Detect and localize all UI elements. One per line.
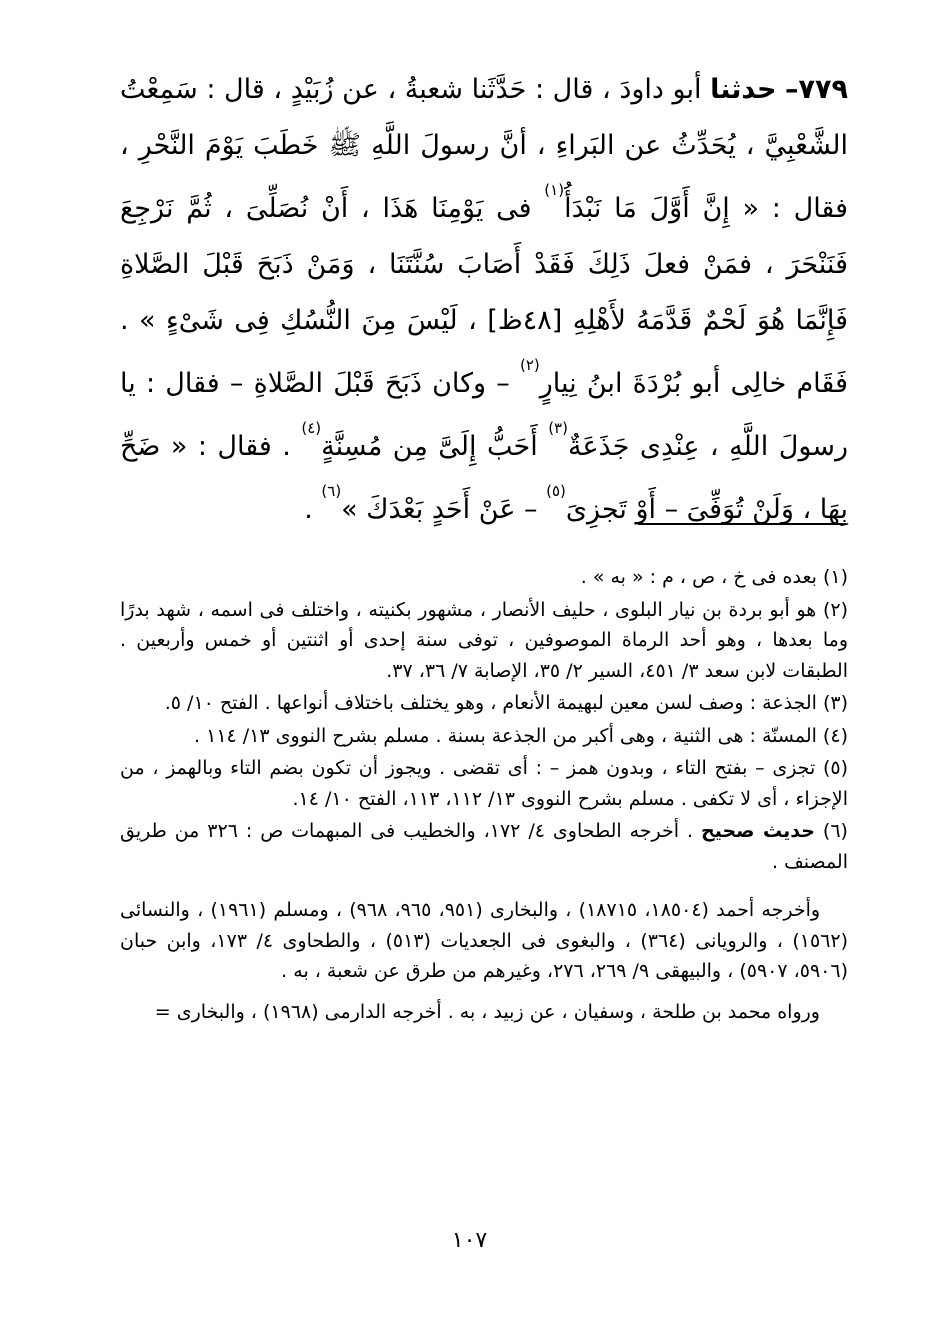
footnote-1: (١) بعده فى خ ، ص ، م : « به » .: [580, 566, 848, 588]
hadith-text: [120, 62, 848, 538]
takhrij-paragraph-2: ورواه محمد بن طلحة ، وسفيان ، عن زبيد ، به . أخرجه الدارمى (١٩٦٨) ، والبخارى =: [154, 1000, 820, 1023]
hadith-text-part-1: أبو داودَ ، قال : حَدَّثَنا شعبةُ ، عن زُبَيْدٍ ، قال : سَمِعْتُ الشَّعْبِيَّ ، يُحَدِّثُ عن البَراءِ ، أنَّ رسولَ اللَّهِ ﷺ خَطَبَ يَوْمَ النَّحْرِ ، فقال : « إِنَّ أَوَّلَ مَا نَبْدَأُ: [120, 74, 848, 224]
hadith-text-part-4: أَحَبُّ إِلَىَّ مِن مُسِنَّةٍ: [321, 431, 538, 462]
page-number: ١٠٧: [451, 1228, 488, 1253]
footnote-ref-1: (١): [544, 181, 565, 199]
footnote-6-number: (٦): [822, 820, 848, 842]
footnote-ref-5: (٥): [546, 482, 566, 500]
footnote-2: (٢) هو أبو بردة بن نيار البلوى ، حليف الأنصار ، مشهور بكنيته ، واختلف فى اسمه ، شهد بدرًا وما بعدها ، وهو أحد الرماة الموصوفين ، توفى سنة إحدى أو اثنتين أو خمس وأربعين . الطبقات لابن سعد ٣/ ٤٥١، السير ٢/ ٣٥، الإصابة ٧/ ٣٦، ٣٧.: [120, 598, 848, 682]
takhrij-paragraph-1: وأخرجه أحمد (١٨٥٠٤، ١٨٧١٥) ، والبخارى (٩٥١، ٩٦٥، ٩٦٨) ، ومسلم (١٩٦١) ، والنسائى (١٥٦٢) ، والرويانى (٣٦٤) ، والبغوى فى الجعديات (٥١٣) ، والطحاوى ٤/ ١٧٣، وابن حبان (٥٩٠٦، ٥٩٠٧) ، والبيهقى ٩/ ٢٦٩، ٢٧٦، وغيرهم من طرق عن شعبة ، به .: [120, 899, 849, 982]
footnote-ref-2: (٢): [519, 356, 540, 374]
hadith-text-part-6: – عَنْ أَحَدٍ بَعْدَكَ »: [341, 494, 538, 525]
footnote-ref-3: (٣): [548, 419, 568, 437]
footnote-ref-4: (٤): [301, 419, 322, 437]
footnote-5: (٥) تجزى – بفتح التاء ، وبدون همز – : أى تقضى . ويجوز أن تكون بضم التاء وبالهمز ، من الإجزاء ، أى لا تكفى . مسلم بشرح النووى ١٣/ ١١٢، ١١٣، الفتح ١٠/ ١٤.: [120, 757, 848, 810]
footnote-6: [120, 816, 848, 877]
hadith-text-part-2: فى يَوْمِنَا هَذَا ، أَنْ نُصَلِّىَ ، ثُمَّ نَرْجِعَ فَنَنْحَرَ ، فمَنْ فعلَ ذَلِكَ فَقَدْ أَصَابَ سُنَّتَنَا ، وَمَنْ ذَبَحَ قَبْلَ الصَّلاةِ فَإِنَّمَا هُوَ لَحْمٌ قَدَّمَهُ لأَهْلِهِ [٤٨ظ] ، لَيْسَ مِنَ النُّسُكِ فِى شَىْءٍ » . فَقَام خالِى أبو بُرْدَةَ ابنُ نِيارٍ: [120, 193, 848, 399]
footnote-3: (٣) الجذعة : وصف لسن معين لبهيمة الأنعام ، وهو يختلف باختلاف أنواعها . الفتح ١٠/ ٥.: [164, 692, 848, 714]
hadith-text-part-3: – وكان ذَبَحَ قَبْلَ الصَّلاةِ – فقال : يا رسولَ اللَّهِ ، عِنْدِى جَذَعَةٌ: [120, 368, 848, 462]
hadith-text-part-5: . فقال : « ضَحِّ بِهَا ، وَلَنْ تُوَفِّىَ – أَوْ تَجزِىَ: [120, 431, 848, 525]
footnote-6-text: . أخرجه الطحاوى ٤/ ١٧٢، والخطيب فى المبهمات ص : ٣٢٦ من طريق المصنف .: [120, 820, 848, 873]
footnote-4: (٤) المسنّة : هى الثنية ، وهى أكبر من الجذعة بسنة . مسلم بشرح النووى ١٣/ ١١٤ .: [194, 724, 848, 747]
hadith-intro: حدثنا: [710, 74, 777, 105]
footnotes: [120, 562, 848, 1027]
footnote-ref-6: (٦): [321, 482, 342, 500]
footnote-6-grading: حديث صحيح: [701, 820, 815, 842]
hadith-text-part-7: .: [304, 494, 313, 525]
footnote-separator: [638, 523, 846, 525]
hadith-number: ٧٧٩–: [785, 74, 848, 105]
